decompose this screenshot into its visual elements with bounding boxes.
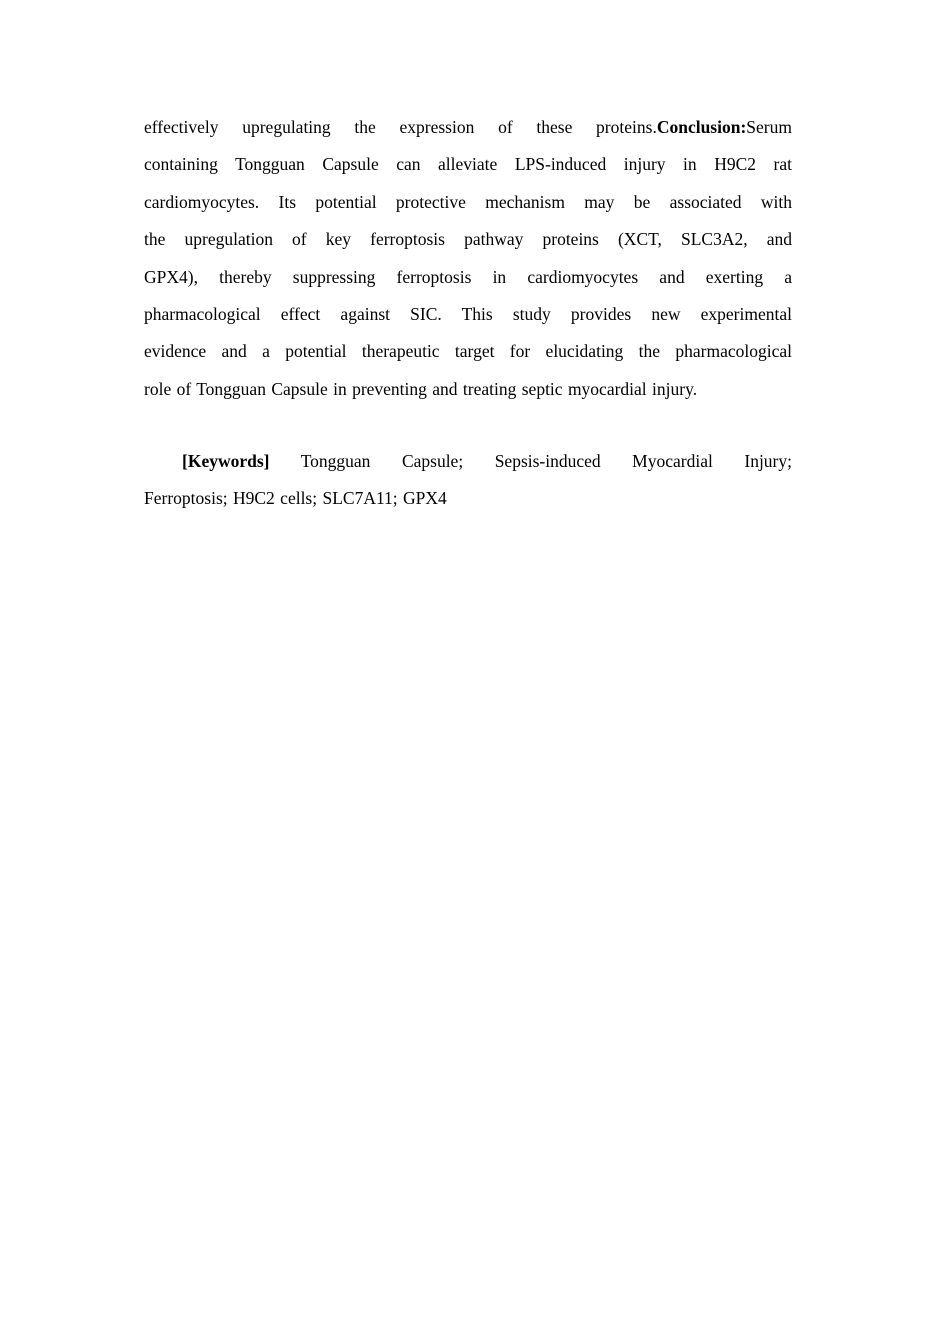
abstract-line-2: containing Tongguan Capsule can alleviate LPS-induced injury in H9C2 rat	[144, 154, 792, 175]
abstract-line-5: GPX4), thereby suppressing ferroptosis in cardiomyocytes and exerting a	[144, 266, 792, 287]
conclusion-heading: Conclusion:	[656, 117, 747, 137]
abstract-continuation	[144, 109, 792, 408]
abstract-line-6: pharmacological effect against SIC. This study provides new experimental	[144, 303, 792, 324]
abstract-line-7: evidence and a potential therapeutic target for elucidating the pharmacological	[144, 341, 792, 362]
abstract-line-1-pre: effectively upregulating the expression of these proteins.	[144, 117, 657, 137]
abstract-line-3: cardiomyocytes. Its potential protective mechanism may be associated with	[144, 191, 792, 212]
keywords-section	[144, 443, 792, 518]
abstract-line-1-post: Serum	[746, 117, 792, 137]
abstract-line-4: the upregulation of key ferroptosis pathway proteins (XCT, SLC3A2, and	[144, 229, 792, 250]
keywords-label: [Keywords]	[182, 451, 270, 471]
keywords-list-part-1: Tongguan Capsule; Sepsis-induced Myocardial Injury;	[300, 451, 792, 471]
keywords-line-2: Ferroptosis; H9C2 cells; SLC7A11; GPX4	[144, 488, 447, 509]
abstract-line-8: role of Tongguan Capsule in preventing and treating septic myocardial injury.	[144, 378, 698, 399]
abstract-line-1	[144, 109, 792, 146]
keywords-line-1	[144, 443, 792, 480]
